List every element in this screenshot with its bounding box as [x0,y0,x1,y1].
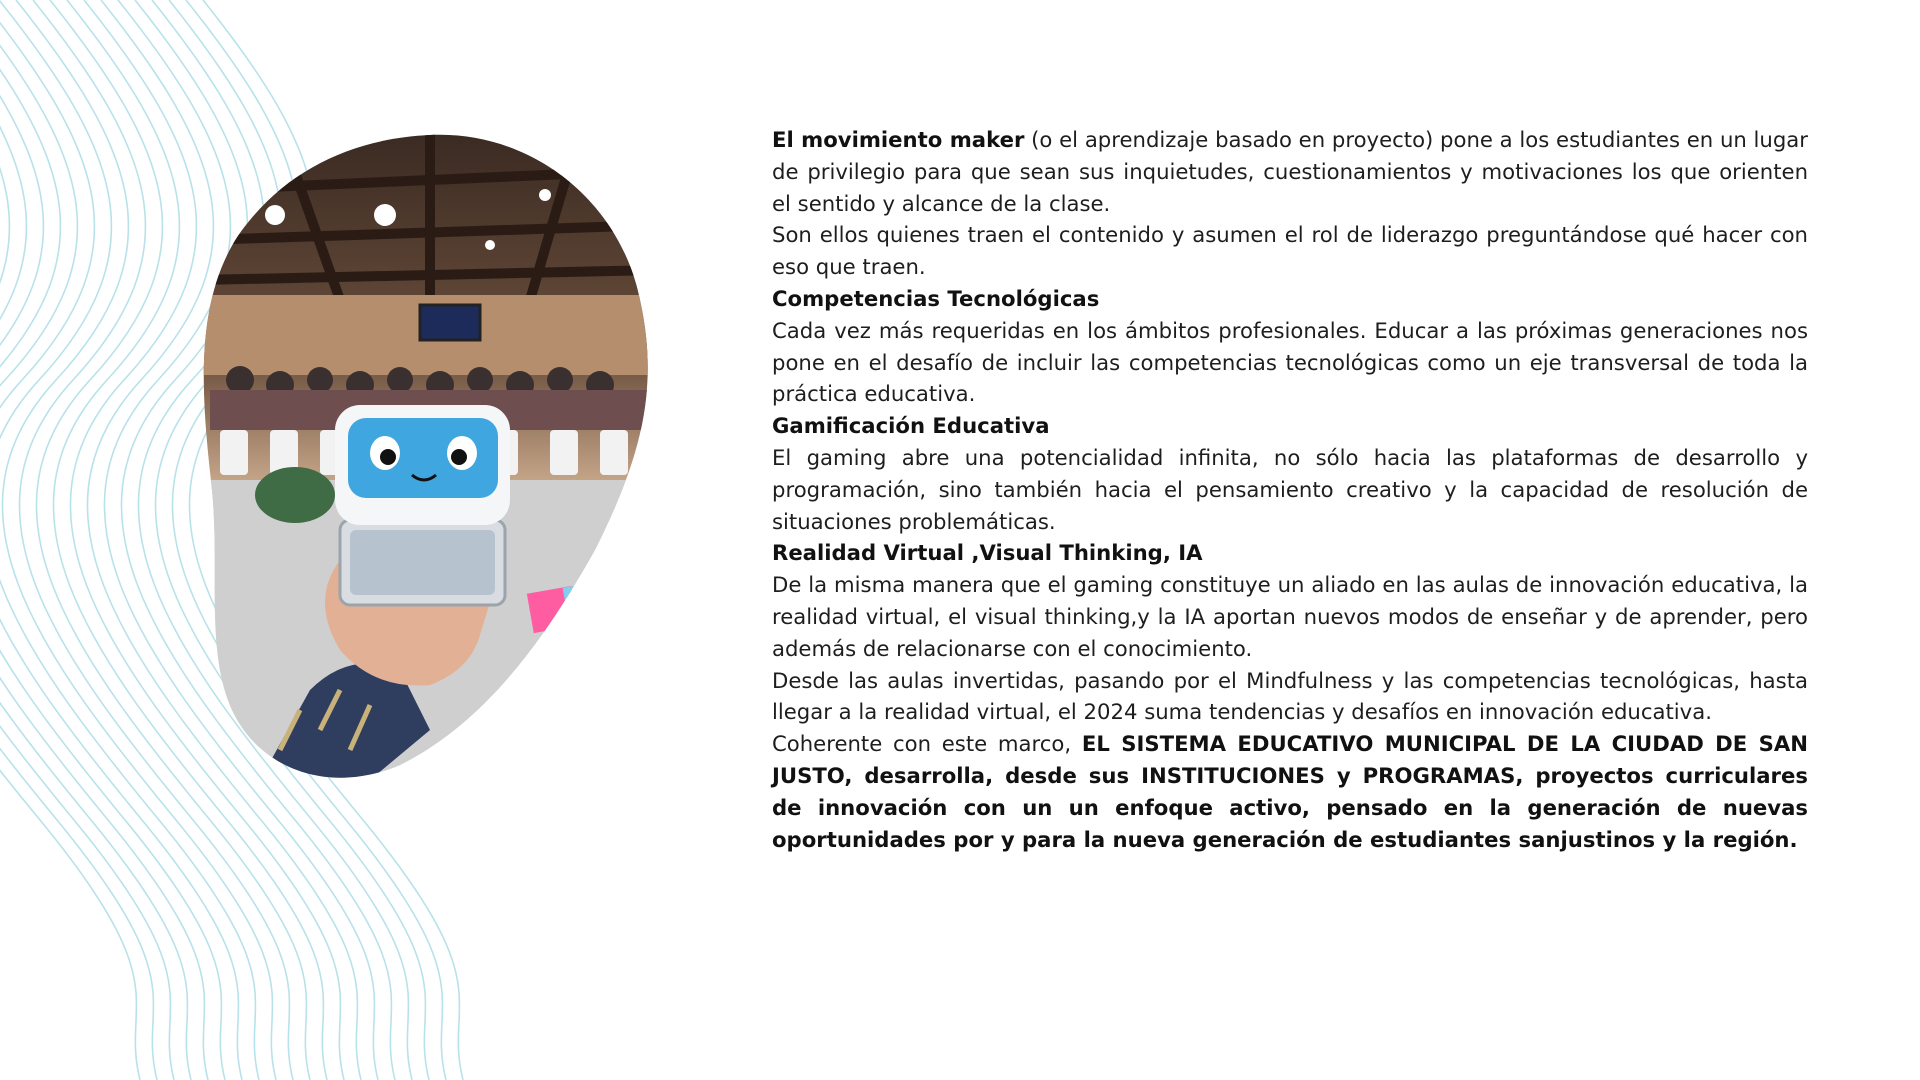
competencias-text: Cada vez más requeridas en los ámbitos profesionales. Educar a las próximas generaciones nos pone en el desafío de incluir las competencias tecnológicas como un eje transversal de toda la práctica educativa. [772,317,1808,407]
wave-line [0,0,140,1080]
realidad-virtual-text: De la misma manera que el gaming constituye un aliado en las aulas de innovación educativa, la realidad virtual, el visual thinking,y la IA aportan nuevos modos de enseñar y de aprender, pero además de relacionarse con el conocimiento. [772,572,1808,661]
intro-paragraph-2: Son ellos quienes traen el contenido y asumen el rol de liderazgo preguntándose qué hacer con eso que traen. [772,222,1808,280]
intro-text: (o el aprendizaje basado en proyecto) pone a los estudiantes en un lugar de privilegio para que sean sus inquietudes, cuestionamientos y motivaciones los que orienten el sentido y alcance de la clase. [772,127,1809,216]
gamificacion-text: El gaming abre una potencialidad infinita, no sólo hacia las plataformas de desarrollo y programación, sino también hacia el pensamiento creativo y la capacidad de resolución de situaciones problemáticas. [772,444,1808,534]
closing-paragraph [772,728,1808,855]
intro-bold: El movimiento maker [772,127,1025,152]
heading-competencias: Competencias Tecnológicas [772,285,1100,311]
aulas-invertidas-paragraph: Desde las aulas invertidas, pasando por el Mindfulness y las competencias tecnológicas, hasta llegar a la realidad virtual, el 2024 suma tendencias y desafíos en innovación educativa. [772,667,1808,725]
heading-realidad-virtual: Realidad Virtual ,Visual Thinking, IA [772,540,1203,566]
classroom-photo [200,130,660,780]
wave-line [0,0,225,1080]
closing-bold: EL SISTEMA EDUCATIVO MUNICIPAL DE LA CIUDAD DE SAN JUSTO, desarrolla, desde sus INSTITUCIONES y PROGRAMAS, proyectos curriculares de innovación con un un enfoque activo, pensado en la generación de nuevas oportunidades por y para la nueva generación de estudiantes sanjustinos y la región. [772,731,1809,852]
wave-line [0,0,174,1080]
heading-gamificacion: Gamificación Educativa [772,413,1050,439]
intro-paragraph [772,124,1808,219]
wave-line [0,0,191,1080]
article-text [772,124,1808,855]
closing-lead: Coherente con este marco, [772,731,1082,757]
